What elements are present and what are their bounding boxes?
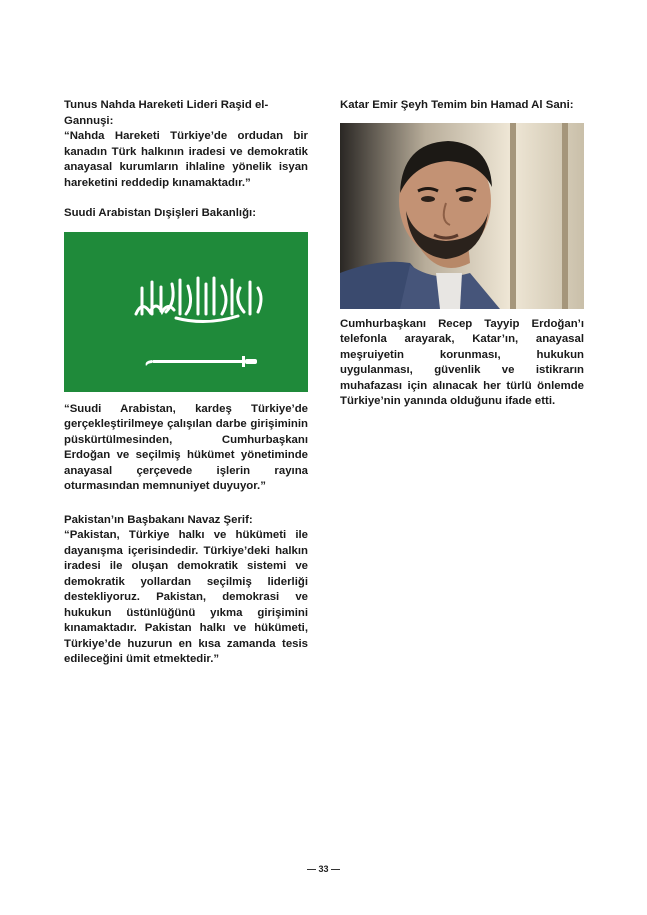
gannusi-heading: Tunus Nahda Hareketi Lideri Raşid el-Gannuşi: xyxy=(64,99,269,127)
qatar-heading: Katar Emir Şeyh Temim bin Hamad Al Sani: xyxy=(340,99,574,111)
saudi-heading: Suudi Arabistan Dışişleri Bakanlığı: xyxy=(64,207,256,219)
saudi-flag-emblem xyxy=(64,232,308,392)
gannusi-quote: “Nahda Hareketi Türkiye’de ordudan bir kanadın Türk halkının iradesi ve demokratik anayasal kurumların ihlaline yönelik isyan hareketini reddedip kınamaktadır.” xyxy=(64,130,308,189)
left-column xyxy=(64,98,308,668)
saudi-quote: “Suudi Arabistan, kardeş Türkiye’de gerçekleştirilmeye çalışılan darbe girişiminin püskürtülmesinden, Cumhurbaşkanı Erdoğan ve seçilmiş hükümet yönetiminde anayasal çerçevede işlerin rayına oturmasından memnuniyet duyuyor.” xyxy=(64,402,308,492)
right-column xyxy=(340,98,584,410)
pakistan-heading: Pakistan’ın Başbakanı Navaz Şerif: xyxy=(64,513,253,526)
qatar-body: Cumhurbaşkanı Recep Tayyip Erdoğan’ı telefonla arayarak, Katar’ın, anayasal meşruiyetin korunması, hukukun uygulanması, güvenlik ve istikrarın muhafazası için alınacak her türlü önlemde Türkiye’nin yanında olduğunu ifade etti. xyxy=(340,317,584,407)
qatar-emir-photo xyxy=(340,123,584,309)
page-number: — 33 — xyxy=(306,864,340,874)
saudi-flag-image xyxy=(64,232,308,392)
portrait-image xyxy=(340,123,584,309)
pakistan-quote: “Pakistan, Türkiye halkı ve hükümeti ile dayanışma içerisindedir. Türkiye’deki halkın iradesi ile oluşan demokratik sistemi ve demokratik yollardan seçilmiş liderliği destekliyoruz. Pakistan, demokrasi ve hukukun üstünlüğünü yıkma girişimini kınamaktadır. Pakistan halkı ve hükümeti, Türkiye’de huzurun en kısa zamanda tesis edileceğini ümit etmektedir.” xyxy=(64,529,308,665)
